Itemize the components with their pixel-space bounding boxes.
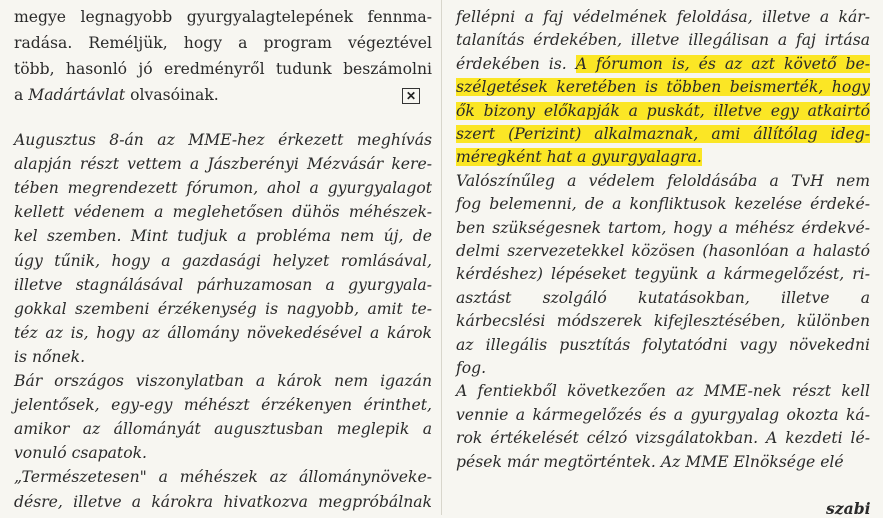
body-line: vennie a kármegelőzés és a gyurgyalag okozta ká- bbox=[456, 405, 870, 424]
body-line: kellett védenem a meglehetősen dühös méhészek- bbox=[14, 203, 432, 222]
highlighted-text: A fórumon is, és az azt követő be- bbox=[575, 54, 870, 73]
body-line: alapján részt vettem a Jászberényi Mézvásár kere- bbox=[14, 155, 432, 174]
column-divider bbox=[441, 0, 442, 515]
body-line: Valószínűleg a védelem feloldásába a TvH nem bbox=[456, 171, 870, 190]
body-line bbox=[456, 122, 870, 146]
magazine-title: Madártávlat bbox=[28, 86, 126, 104]
body-line: kérdéshez) lépéseket tegyünk a kármegelőzést, ri- bbox=[456, 265, 870, 284]
body-line: az illegális pusztítás folytatódni vagy növekedni bbox=[456, 335, 870, 354]
body-line: Bár országos viszonylatban a károk nem igazán bbox=[14, 372, 432, 390]
body-line: úgy tűnik, hogy a gazdasági helyzet romlásával, bbox=[14, 251, 432, 270]
body-line bbox=[456, 52, 870, 76]
body-line: désre, illetve a károkra hivatkozva megpróbálnak bbox=[14, 492, 432, 511]
body-line: radása. Reméljük, hogy a program végeztével bbox=[14, 34, 432, 52]
text-run: érdekében is. bbox=[456, 54, 576, 73]
body-line: téz az is, hogy az állomány növekedésével a károk bbox=[14, 323, 432, 342]
body-line bbox=[456, 99, 870, 123]
body-line: vonuló csapatok. bbox=[14, 444, 147, 463]
body-line bbox=[456, 75, 870, 99]
author-signature: szabi bbox=[826, 499, 871, 518]
body-line: Augusztus 8-án az MME-hez érkezett meghívás bbox=[14, 131, 432, 149]
body-line: delmi szervezetekkel közösen (hasonlóan a halastó bbox=[456, 242, 870, 260]
highlighted-text: szert (Perizint) alkalmaznak, ami állítólag ideg- bbox=[456, 125, 870, 143]
body-line: talanítás érdekében, illetve illegálisan a faj irtása bbox=[456, 31, 870, 50]
body-line: fellépni a faj védelmének feloldása, illetve a kár- bbox=[456, 8, 870, 26]
body-line: is nőnek. bbox=[14, 347, 86, 366]
text-run: a bbox=[14, 86, 29, 104]
body-line bbox=[14, 83, 432, 107]
body-line: több, hasonló jó eredményről tudunk beszámolni bbox=[14, 60, 432, 78]
body-line: amikor az állományát augusztusban meglepik a bbox=[14, 420, 432, 439]
body-line: megye legnagyobb gyurgyalagtelepének fennma- bbox=[14, 8, 432, 26]
body-line: pések már megtörténtek. Az MME Elnöksége elé bbox=[456, 452, 844, 471]
highlighted-text: ők bizony előkapják a puskát, illetve egy atkairtó bbox=[456, 101, 870, 120]
body-line: fog. bbox=[456, 359, 487, 377]
body-line: rok értékelését célzó vizsgálatokban. A kezdeti lé- bbox=[456, 429, 870, 448]
highlighted-text: méregként hat a gyurgyalagra. bbox=[456, 148, 702, 167]
body-line: „Természetesen" a méhészek az állománynöveke- bbox=[14, 468, 432, 487]
body-line bbox=[456, 145, 870, 169]
text-run: olvasóinak. bbox=[125, 86, 219, 104]
body-line: fog belemenni, de a konfliktusok kezelése érdeké- bbox=[456, 195, 870, 214]
body-line: kárbecslési módszerek kifejlesztésében, különben bbox=[456, 312, 870, 331]
body-line: gokkal szembeni érzékenység is nagyobb, amit te- bbox=[14, 299, 432, 318]
body-line: A fentiekből következően az MME-nek részt kell bbox=[456, 382, 870, 401]
body-line: ben szükségesnek tartom, hogy a méhész érdekvé- bbox=[456, 218, 870, 237]
highlighted-text: szélgetések keretében is többen beismerték, hogy bbox=[456, 78, 870, 97]
body-line: illetve stagnálásával párhuzamosan a gyurgyala- bbox=[14, 275, 432, 294]
body-line: tében megrendezett fórumon, ahol a gyurgyalagot bbox=[14, 179, 432, 198]
body-line: jelentősek, egy-egy méhészt érzékenyen érinthet, bbox=[14, 396, 432, 415]
end-of-article-icon: ✕ bbox=[402, 88, 420, 104]
body-line: asztást szolgáló kutatásokban, illetve a bbox=[456, 288, 870, 307]
body-line: kel szemben. Mint tudjuk a probléma nem új, de bbox=[14, 227, 432, 246]
